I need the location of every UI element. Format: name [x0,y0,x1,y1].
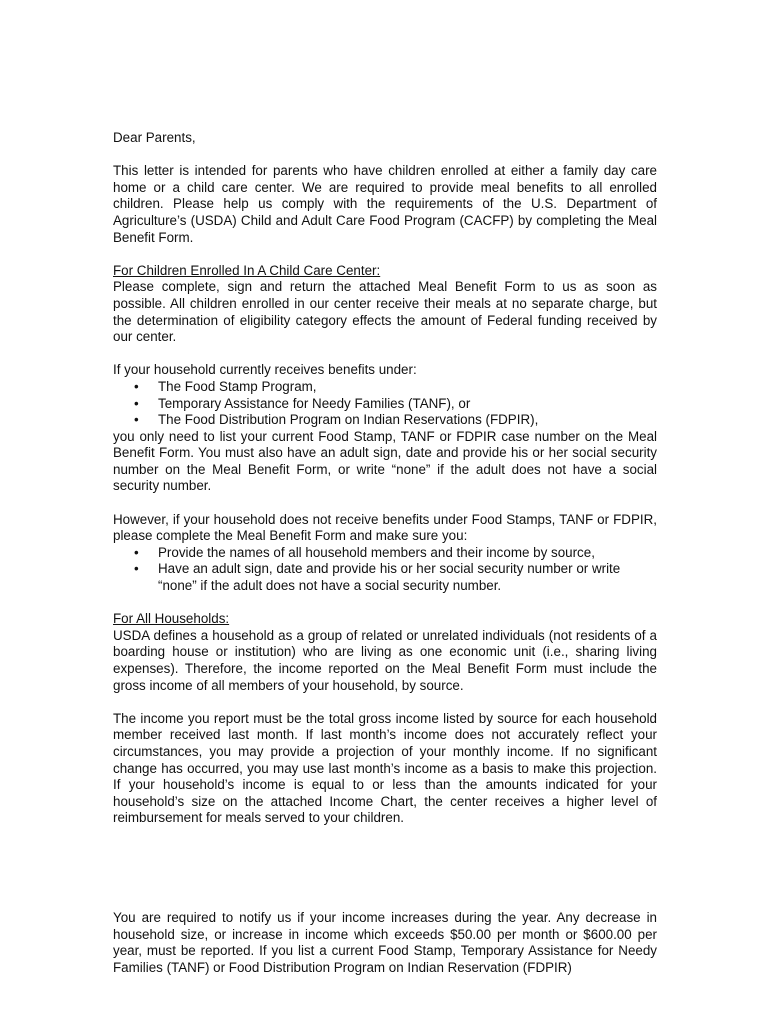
list-item: • Have an adult sign, date and provide his or her social security number or write “none” if the adult does not have a social security number. [158,561,657,594]
childcare-heading: For Children Enrolled In A Child Care Center: [113,262,381,278]
notify-paragraph: You are required to notify us if your income increases during the year. Any decrease in household size, or increase in income which exceeds $50.00 per month or $600.00 per year, must be reported. If you list a current Food Stamp, Temporary Assistance for Needy Families (TANF) or Food Distribution Program on Indian Reservation (FDPIR) [113,909,657,975]
list-item: • The Food Stamp Program, [158,379,657,396]
benefits-follow-paragraph: you only need to list your current Food Stamp, TANF or FDPIR case number on the Meal Benefit Form. You must also have an adult sign, date and provide his or her social security number on the Meal Benefit Form, or write “none” if the adult does not have a social security number. [113,428,657,494]
benefits-list [113,379,657,429]
intro-paragraph: This letter is intended for parents who have children enrolled at either a family day care home or a child care center. We are required to provide meal benefits to all enrolled children. Please help us comply with the requirements of the U.S. Department of Agriculture’s (USDA) Child and Adult Care Food Program (CACFP) by completing the Meal Benefit Form. [113,163,657,245]
nonbenefits-lead: However, if your household does not receive benefits under Food Stamps, TANF or FDPIR, please complete the Meal Benefit Form and make sure you: [113,511,657,544]
childcare-paragraph: Please complete, sign and return the attached Meal Benefit Form to us as soon as possible. All children enrolled in our center receive their meals at no separate charge, but the determination of eligibility category effects the amount of Federal funding received by our center. [113,279,657,345]
list-item: • Provide the names of all household members and their income by source, [158,545,657,562]
list-item: • Temporary Assistance for Needy Families (TANF), or [158,396,657,413]
salutation: Dear Parents, [113,130,196,145]
letter-page [113,130,657,976]
benefits-lead: If your household currently receives benefits under: [113,362,417,378]
households-paragraph: USDA defines a household as a group of related or unrelated individuals (not residents of a boarding house or institution) who are living as one economic unit (i.e., sharing living expenses). Therefore, the income reported on the Meal Benefit Form must include the gross income of all members of your household, by source. [113,627,657,693]
income-paragraph: The income you report must be the total gross income listed by source for each household member received last month. If last month’s income does not accurately reflect your circumstances, you may provide a projection of your monthly income. If no significant change has occurred, you may use last month’s income as a basis to make this projection. If your household’s income is equal to or less than the amounts indicated for your household’s size on the attached Income Chart, the center receives a higher level of reimbursement for meals served to your children. [113,710,657,826]
households-heading: For All Households: [113,611,230,627]
list-item: • The Food Distribution Program on Indian Reservations (FDPIR), [158,412,657,429]
nonbenefits-list [113,545,657,595]
